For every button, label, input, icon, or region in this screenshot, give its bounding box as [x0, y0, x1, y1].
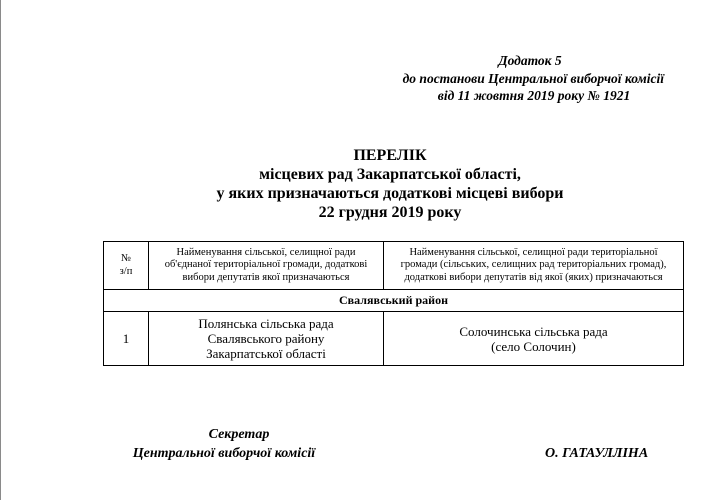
councils-table	[103, 241, 684, 366]
row-community-line-2: Свалявського району	[207, 331, 325, 346]
header-community-line-3: вибори депутатів якої призначаються	[182, 271, 350, 283]
heading-line-3: у яких призначаються додаткові місцеві вибори	[216, 185, 564, 202]
header-number-line-2: з/п	[119, 265, 133, 277]
annex-resolution-line: до постанови Центральної виборчої комісії	[402, 70, 664, 86]
header-council-line-2: громади (сільських, селищних рад територіальних громад),	[400, 259, 667, 271]
page-edge	[0, 0, 1, 500]
header-number	[104, 242, 149, 290]
signature-position	[104, 425, 344, 463]
row-council	[384, 312, 684, 366]
row-number: 1	[104, 312, 149, 366]
annex-block	[330, 52, 670, 105]
district-name: Свалявський район	[104, 290, 684, 312]
signature-organization: Центральної виборчої комісії	[132, 446, 316, 461]
signature-name: О. ГАТАУЛЛІНА	[545, 446, 649, 461]
heading-date: 22 грудня 2019 року	[318, 204, 462, 221]
header-community-line-2: об'єднаної територіальної громади, додаткові	[164, 259, 368, 271]
header-council-line-1: Найменування сільської, селищної ради територіальної	[409, 246, 658, 258]
row-council-line-2: (село Солочин)	[491, 338, 576, 354]
row-community-line-1: Полянська сільська рада	[198, 316, 334, 331]
heading-title: ПЕРЕЛІК	[353, 147, 427, 164]
annex-date-line: від 11 жовтня 2019 року № 1921	[437, 88, 631, 103]
header-number-line-1: №	[120, 253, 132, 264]
row-community	[149, 312, 384, 366]
table-header-row	[104, 242, 684, 290]
header-community	[149, 242, 384, 290]
row-community-line-3: Закарпатської області	[206, 346, 326, 361]
district-row	[104, 290, 684, 312]
document-heading	[100, 146, 680, 222]
row-council-line-1: Солочинська сільська рада	[459, 323, 608, 339]
table-row	[104, 312, 684, 366]
signature-title: Секретар	[208, 427, 270, 442]
header-council	[384, 242, 684, 290]
annex-title: Додаток 5	[498, 53, 562, 68]
header-community-line-1: Найменування сільської, селищної ради	[176, 246, 356, 258]
header-council-line-3: додаткові вибори депутатів від якої (яких) призначаються	[404, 271, 663, 283]
heading-line-2: місцевих рад Закарпатської області,	[259, 166, 521, 183]
